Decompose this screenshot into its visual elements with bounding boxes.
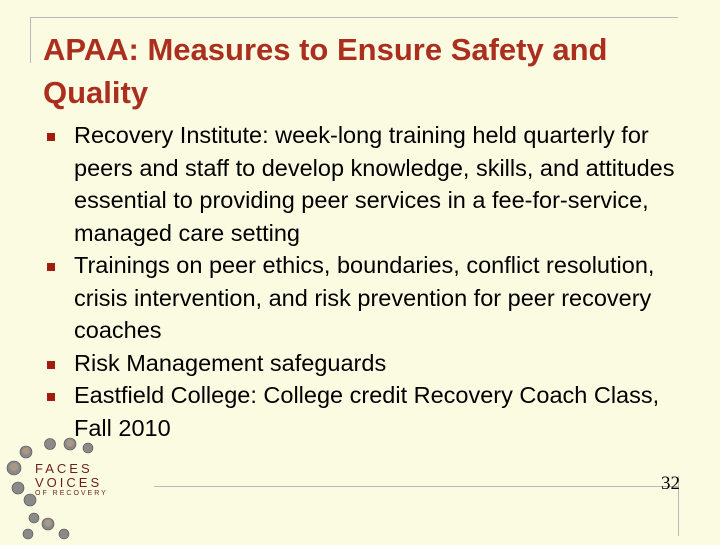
logo-line-of-recovery: OF RECOVERY [35,490,108,497]
square-bullet-icon [47,393,55,401]
footer-divider [154,486,678,487]
logo-line-voices: VOICES [35,475,103,490]
square-bullet-icon [47,263,55,271]
bullet-text: Trainings on peer ethics, boundaries, conflict resolution, crisis intervention, and risk prevention for peer recovery coaches [74,252,655,343]
bullet-text: Eastfield College: College credit Recovery Coach Class, Fall 2010 [74,382,660,441]
square-bullet-icon [47,133,55,141]
bullet-text: Recovery Institute: week-long training held quarterly for peers and staff to develop knowledge, skills, and attitudes essential to providing peer services in a fee-for-service, managed care setting [74,122,675,246]
page-number: 32 [661,473,680,494]
slide-title: APAA: Measures to Ensure Safety and Quality [43,32,608,110]
faces-voices-of-recovery-logo [4,430,152,540]
square-bullet-icon [47,361,55,369]
logo-line-faces: FACES [35,461,93,476]
frame-left-line [30,17,31,63]
bullet-text: Risk Management safeguards [74,349,387,376]
bullet-item [47,249,697,347]
frame-top-line [30,17,678,18]
bullet-list [47,119,697,444]
bullet-item [47,347,697,380]
bullet-item [47,119,697,249]
